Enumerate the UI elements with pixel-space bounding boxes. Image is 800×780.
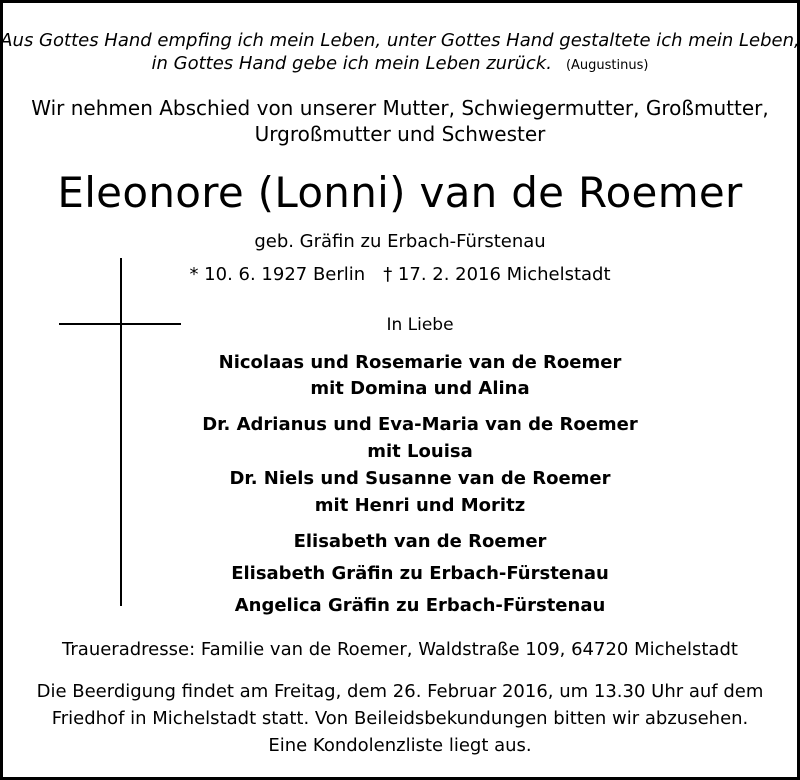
quote-text: in Gottes Hand gebe ich mein Leben zurück. — [151, 53, 552, 74]
mourner-line: mit Louisa — [367, 441, 473, 462]
mourners-heading: In Liebe — [386, 315, 454, 335]
deceased-name: Eleonore (Lonni) van de Roemer — [57, 168, 743, 217]
mourner-line: Dr. Adrianus und Eva-Maria van de Roemer — [202, 414, 638, 435]
mourner-line: Nicolaas und Rosemarie van de Roemer — [218, 352, 622, 373]
mourning-address: Traueradresse: Familie van de Roemer, Waldstraße 109, 64720 Michelstadt — [62, 639, 738, 660]
intro-line-1: Wir nehmen Abschied von unserer Mutter, Schwiegermutter, Großmutter, — [31, 96, 769, 120]
mourner-line: Dr. Niels und Susanne van de Roemer — [229, 468, 611, 489]
birth-name: geb. Gräfin zu Erbach-Fürstenau — [254, 231, 546, 252]
funeral-line-3: Eine Kondolenzliste liegt aus. — [268, 735, 532, 756]
mourner-line: Elisabeth van de Roemer — [293, 531, 547, 552]
quote-line-1: Aus Gottes Hand empfing ich mein Leben, unter Gottes Hand gestaltete ich mein Leben, — [0, 30, 800, 51]
mourner-line: Elisabeth Gräfin zu Erbach-Fürstenau — [231, 563, 609, 584]
mourner-line: mit Henri und Moritz — [314, 495, 526, 516]
mourner-line: Angelica Gräfin zu Erbach-Fürstenau — [234, 595, 606, 616]
funeral-line-2: Friedhof in Michelstadt statt. Von Beileidsbekundungen bitten wir abzusehen. — [51, 708, 749, 729]
funeral-line-1: Die Beerdigung findet am Freitag, dem 26. Februar 2016, um 13.30 Uhr auf dem — [36, 681, 764, 702]
birth-date: * 10. 6. 1927 Berlin — [189, 264, 366, 285]
mourner-line: mit Domina und Alina — [310, 378, 530, 399]
quote-attribution: (Augustinus) — [565, 58, 649, 73]
death-date: † 17. 2. 2016 Michelstadt — [383, 264, 611, 285]
quote-line-2 — [0, 53, 800, 74]
intro-line-2: Urgroßmutter und Schwester — [254, 122, 546, 146]
